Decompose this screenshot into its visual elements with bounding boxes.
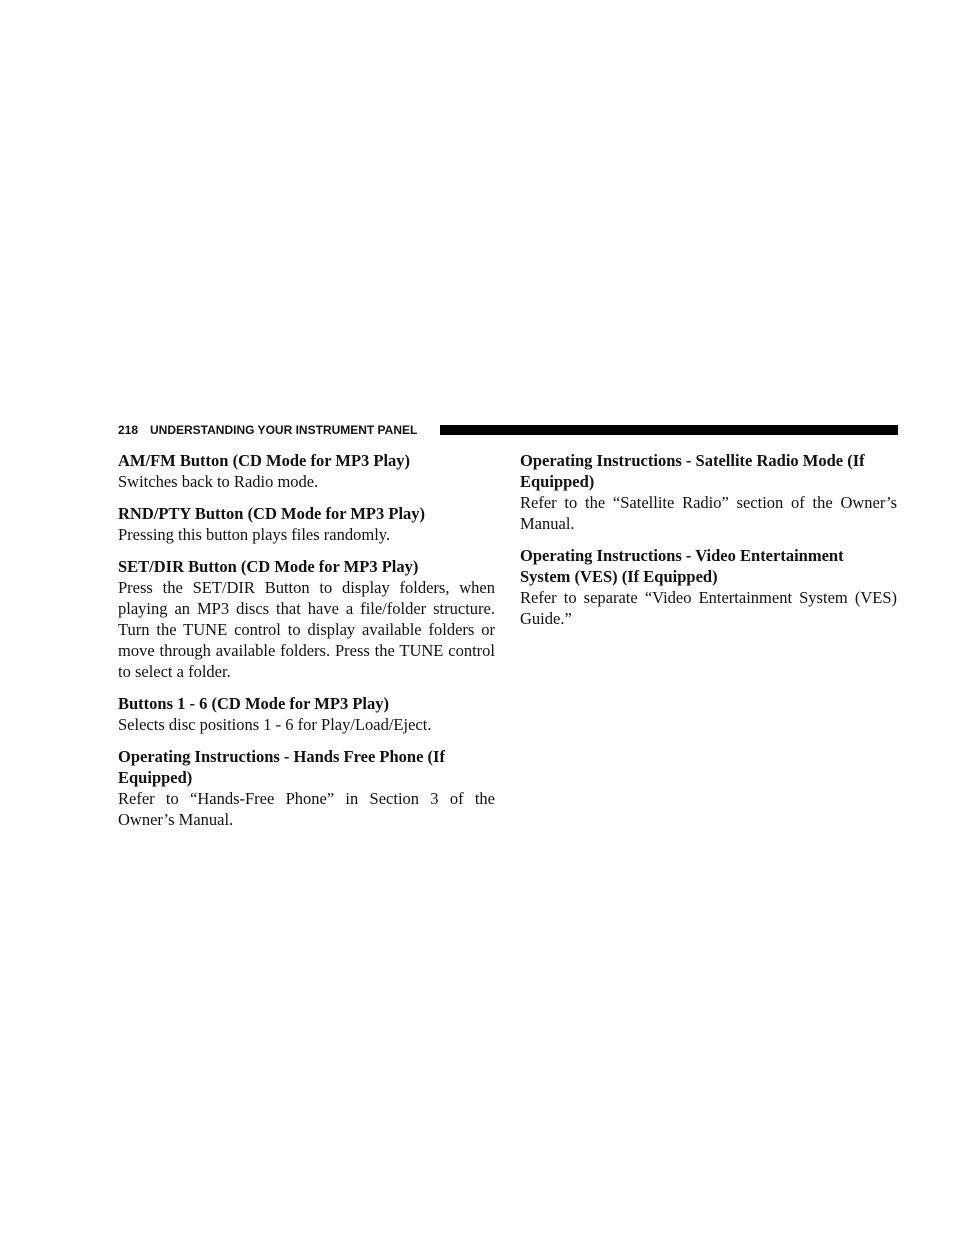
section-heading: SET/DIR Button (CD Mode for MP3 Play) bbox=[118, 557, 419, 576]
right-column bbox=[520, 450, 897, 629]
section-heading: Operating Instructions - Video Entertainment System (VES) (If Equipped) bbox=[520, 546, 844, 586]
section-body: Refer to “Hands-Free Phone” in Section 3 of the Owner’s Manual. bbox=[118, 789, 495, 829]
section-body: Refer to the “Satellite Radio” section of the Owner’s Manual. bbox=[520, 493, 897, 533]
section-satellite-radio bbox=[520, 450, 897, 534]
section-buttons-1-6 bbox=[118, 693, 495, 735]
section-title: UNDERSTANDING YOUR INSTRUMENT PANEL bbox=[150, 423, 418, 437]
left-column bbox=[118, 450, 495, 830]
section-set-dir-button bbox=[118, 556, 495, 682]
section-heading: Operating Instructions - Hands Free Phone (If Equipped) bbox=[118, 747, 445, 787]
section-heading: Operating Instructions - Satellite Radio Mode (If Equipped) bbox=[520, 451, 865, 491]
section-am-fm-button bbox=[118, 450, 495, 492]
section-heading: RND/PTY Button (CD Mode for MP3 Play) bbox=[118, 504, 426, 523]
section-body: Press the SET/DIR Button to display folders, when playing an MP3 discs that have a file/folder structure. Turn the TUNE control to display available folders or move through available folders. Press the TUNE control to select a folder. bbox=[118, 578, 495, 681]
section-hands-free-phone bbox=[118, 746, 495, 830]
page-number: 218 bbox=[118, 423, 139, 437]
section-video-entertainment bbox=[520, 545, 897, 629]
section-body: Pressing this button plays files randomly. bbox=[118, 525, 391, 544]
section-rnd-pty-button bbox=[118, 503, 495, 545]
section-body: Switches back to Radio mode. bbox=[118, 472, 319, 491]
section-heading: AM/FM Button (CD Mode for MP3 Play) bbox=[118, 451, 411, 470]
section-body: Selects disc positions 1 - 6 for Play/Load/Eject. bbox=[118, 715, 432, 734]
section-heading: Buttons 1 - 6 (CD Mode for MP3 Play) bbox=[118, 694, 389, 713]
header-rule bbox=[440, 425, 898, 435]
page-header bbox=[118, 422, 898, 438]
section-body: Refer to separate “Video Entertainment System (VES) Guide.” bbox=[520, 588, 897, 628]
